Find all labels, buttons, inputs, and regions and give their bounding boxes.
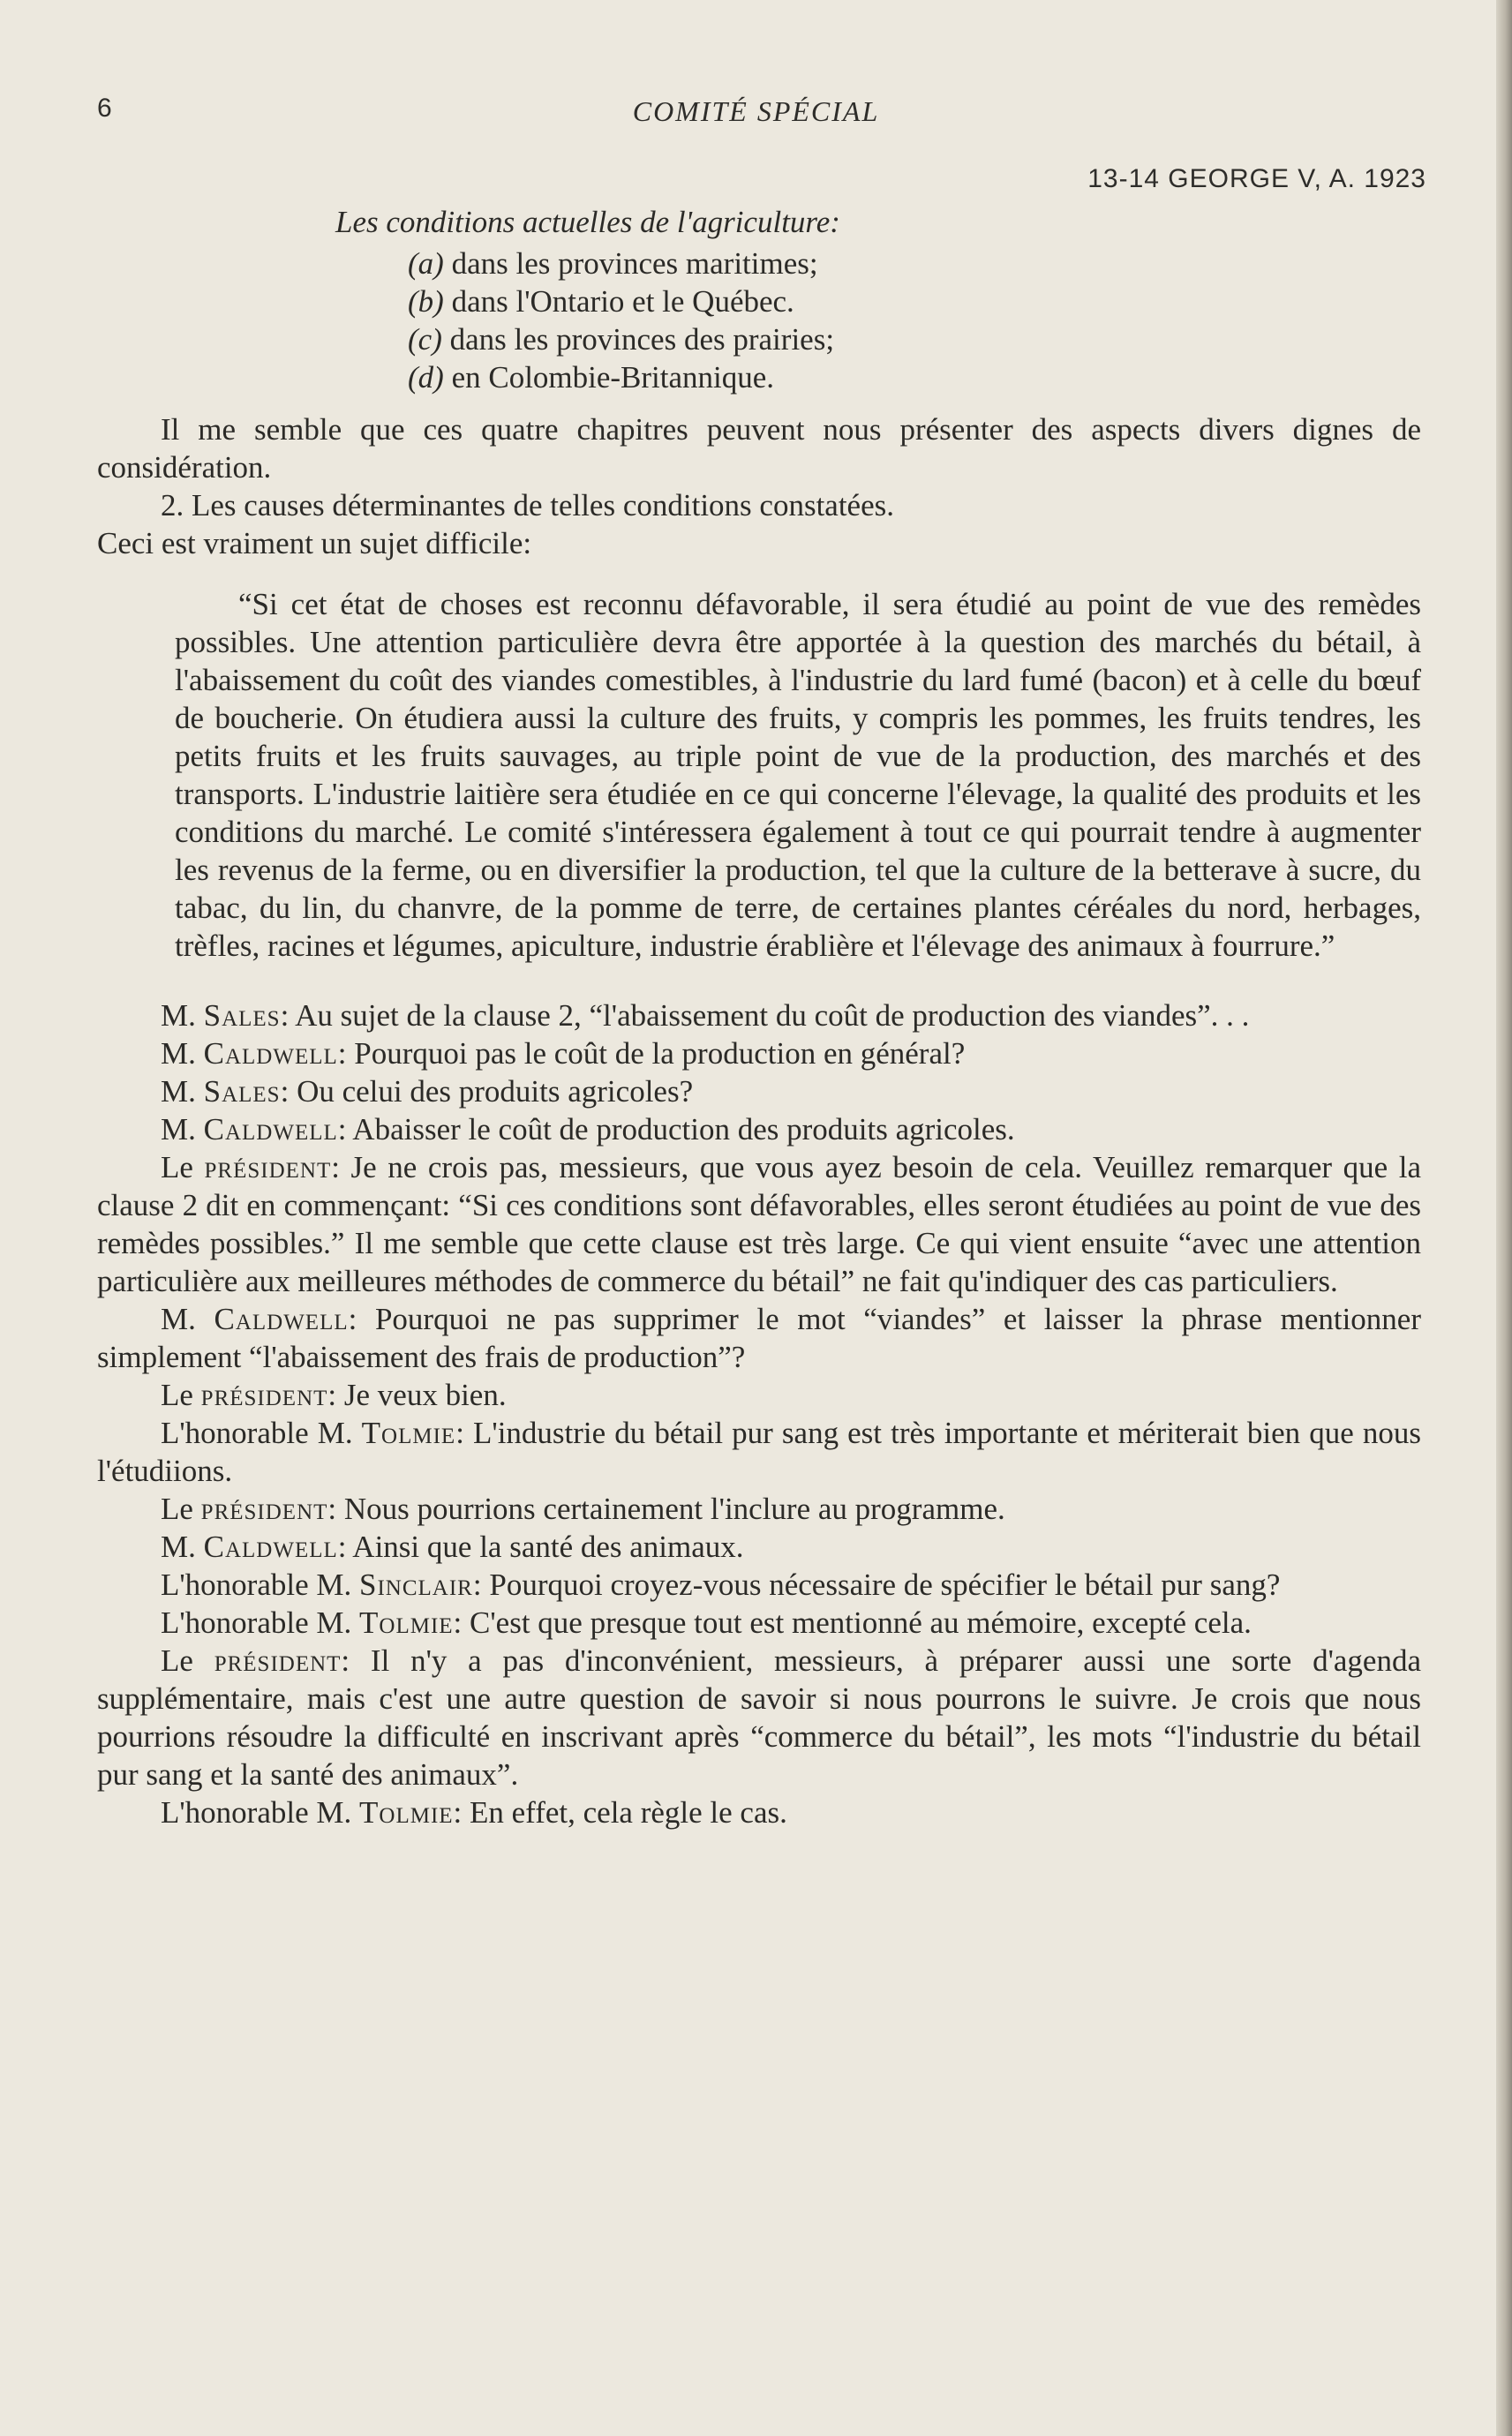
speech-text: : Ainsi que la santé des animaux. — [337, 1530, 744, 1564]
speaker-name: Caldwell — [203, 1036, 338, 1071]
speech-paragraph — [97, 1072, 1421, 1110]
speech-text: : Je ne crois pas, messieurs, que vous ayez besoin de cela. Veuillez remarquer que la clause 2 dit en commençant: “Si ces conditions sont défavorables, elles seront étudiées au point de vue des remèdes possibles.” Il me semble que cette clause est très large. Ce qui vient ensuite “avec une attention particulière aux meilleures méthodes de commerce du bétail” ne fait qu'indiquer des cas particuliers. — [97, 1150, 1421, 1298]
list-item-text: dans l'Ontario et le Québec. — [451, 284, 794, 319]
paragraph: Ceci est vraiment un sujet difficile: — [97, 526, 532, 560]
speech-text: : Pourquoi croyez-vous nécessaire de spécifier le bétail pur sang? — [472, 1568, 1281, 1602]
speaker-name: président — [204, 1150, 332, 1184]
speech-text: : Ou celui des produits agricoles? — [280, 1074, 694, 1109]
speech-text: : Abaisser le coût de production des produits agricoles. — [337, 1112, 1015, 1147]
speaker-prefix: M. — [161, 1302, 214, 1336]
speech-paragraph — [97, 1604, 1421, 1642]
speaker-prefix: Le — [161, 1378, 201, 1412]
list-item — [408, 244, 1421, 282]
page-edge — [1496, 0, 1512, 2436]
speaker-prefix: L'honorable M. — [161, 1416, 362, 1450]
speech-paragraph — [97, 1642, 1421, 1793]
speech-text: : En effet, cela règle le cas. — [453, 1795, 787, 1830]
speaker-name: Sales — [203, 998, 281, 1033]
speech-paragraph — [97, 1110, 1421, 1148]
speaker-name: président — [214, 1643, 342, 1678]
speech-paragraph — [97, 1528, 1421, 1566]
block-quote: “Si cet état de choses est reconnu défavorable, il sera étudié au point de vue des remèdes possibles. Une attention particulière devra être apportée à la question des marchés du bétail, à l'abaissement du coût des viandes comestibles, à l'industrie du lard fumé (bacon) et à celle du bœuf de boucherie. On étudiera aussi la culture des fruits, y compris les pommes, les fruits tendres, les petits fruits et les fruits sauvages, au triple point de vue de la production, des marchés et des transports. L'industrie laitière sera étudiée en ce qui concerne l'élevage, la qualité des produits et les conditions du marché. Le comité s'intéressera également à tout ce qui pourrait tendre à augmenter les revenus de la ferme, ou en diversifier la production, tel que la culture de la betterave à sucre, du tabac, du lin, du chanvre, de la pomme de terre, de certaines plantes céréales du nord, herbages, trèfles, racines et légumes, apiculture, industrie érablière et l'élevage des animaux à fourrure.” — [175, 587, 1421, 963]
running-title: COMITÉ SPÉCIAL — [632, 95, 880, 127]
speaker-name: Caldwell — [203, 1112, 338, 1147]
speaker-prefix: L'honorable M. — [161, 1605, 360, 1640]
list-item — [408, 320, 1421, 358]
speech-text: : Au sujet de la clause 2, “l'abaissement du coût de production des viandes”. . . — [280, 998, 1250, 1033]
speech-text: : C'est que presque tout est mentionné au mémoire, excepté cela. — [453, 1605, 1252, 1640]
speaker-prefix: M. — [161, 1036, 204, 1071]
list-item-mark: (a) — [408, 246, 444, 281]
list-item-mark: (c) — [408, 322, 442, 357]
speaker-prefix: M. — [161, 1530, 204, 1564]
speech-text: : Nous pourrions certainement l'inclure au programme. — [327, 1492, 1005, 1526]
list-item — [408, 282, 1421, 320]
speaker-name: Tolmie — [359, 1605, 454, 1640]
speech-text: : Pourquoi ne pas supprimer le mot “viandes” et laisser la phrase mentionner simplement “l'abaissement des frais de production”? — [97, 1302, 1421, 1374]
speaker-name: Tolmie — [361, 1416, 456, 1450]
speaker-name: Sales — [203, 1074, 281, 1109]
speaker-prefix: M. — [161, 998, 204, 1033]
page-number: 6 — [97, 94, 112, 123]
speech-paragraph — [97, 1414, 1421, 1490]
speech-text: : L'industrie du bétail pur sang est très importante et mériterait bien que nous l'étudiions. — [97, 1416, 1421, 1488]
list-item-mark: (d) — [408, 360, 444, 395]
speaker-prefix: Le — [161, 1150, 205, 1184]
speaker-prefix: L'honorable M. — [161, 1568, 360, 1602]
paragraph: 2. Les causes déterminantes de telles conditions constatées. — [161, 488, 894, 523]
speech-paragraph — [97, 1300, 1421, 1376]
speech-paragraph — [97, 1490, 1421, 1528]
speaker-name: président — [200, 1378, 328, 1412]
speaker-prefix: M. — [161, 1112, 204, 1147]
agenda-list — [408, 244, 1421, 396]
speaker-name: président — [200, 1492, 328, 1526]
speech-paragraph — [97, 996, 1421, 1034]
list-item — [408, 358, 1421, 396]
session-label: 13-14 GEORGE V, A. 1923 — [1087, 164, 1426, 193]
speech-paragraph — [97, 1376, 1421, 1414]
speech-text: : Pourquoi pas le coût de la production en général? — [337, 1036, 966, 1071]
speaker-prefix: M. — [161, 1074, 204, 1109]
agenda-heading: Les conditions actuelles de l'agriculture: — [335, 205, 840, 239]
list-item-mark: (b) — [408, 284, 444, 319]
page-body — [97, 203, 1421, 1831]
list-item-text: dans les provinces maritimes; — [451, 246, 818, 281]
speaker-name: Caldwell — [203, 1530, 338, 1564]
paragraph: Il me semble que ces quatre chapitres peuvent nous présenter des aspects divers dignes de considération. — [97, 412, 1421, 485]
speaker-name: Sinclair — [359, 1568, 473, 1602]
speech-text: : Il n'y a pas d'inconvénient, messieurs, à préparer aussi une sorte d'agenda supplémentaire, mais c'est une autre question de savoir si nous pourrons le suivre. Je crois que nous pourrions résoudre la difficulté en inscrivant après “commerce du bétail”, les mots “l'industrie du bétail pur sang et la santé des animaux”. — [97, 1643, 1421, 1792]
speaker-name: Tolmie — [359, 1795, 454, 1830]
speech-paragraph — [97, 1793, 1421, 1831]
list-item-text: dans les provinces des prairies; — [449, 322, 835, 357]
speech-text: : Je veux bien. — [327, 1378, 507, 1412]
speaker-name: Caldwell — [214, 1302, 349, 1336]
list-item-text: en Colombie-Britannique. — [451, 360, 775, 395]
speaker-prefix: L'honorable M. — [161, 1795, 360, 1830]
speaker-prefix: Le — [161, 1643, 214, 1678]
speech-paragraph — [97, 1034, 1421, 1072]
speech-paragraph — [97, 1148, 1421, 1300]
speech-paragraph — [97, 1566, 1421, 1604]
speaker-prefix: Le — [161, 1492, 201, 1526]
